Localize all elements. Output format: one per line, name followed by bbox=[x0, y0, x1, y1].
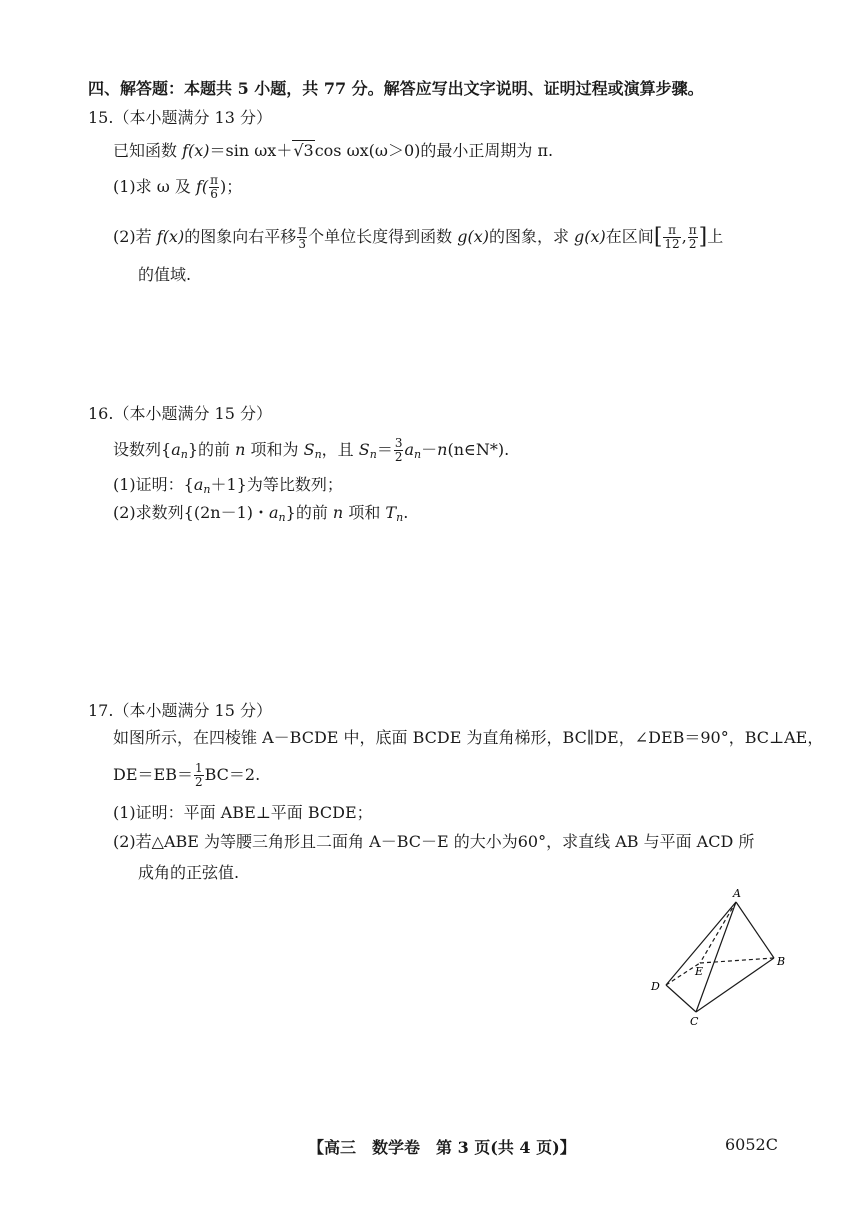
label-A: A bbox=[733, 887, 741, 900]
q17-part1: (1)证明：平面 ABE⊥平面 BCDE； bbox=[113, 803, 373, 822]
label-D: D bbox=[651, 980, 660, 993]
label-C: C bbox=[690, 1015, 699, 1028]
q15-part2: (2)若 f(x)的图象向右平移 $\frac{\pi}{3}$ 个单位长度得到函数 g(x)的图象，求 g(x)在区间[ $\frac{\pi}{12}$ , $\frac{\pi}{2}$ ]上 bbox=[113, 223, 724, 251]
q17-part2: (2)若△ABE 为等腰三角形且二面角 A－BC－E 的大小为60°，求直线 AB 与平面 ACD 所 bbox=[113, 832, 755, 851]
q15-stem: 已知函数 f(x)＝sin ωx＋√3cos ωx(ω＞0)的最小正周期为 π. bbox=[113, 141, 554, 160]
label-E: E bbox=[695, 965, 704, 978]
q17-header: 17.（本小题满分 15 分） bbox=[88, 701, 272, 720]
q17-condition: DE＝EB＝ $\frac{1}{2}$ BC＝2. bbox=[113, 761, 261, 789]
q15-part1: (1)求 ω 及 f( $\frac{\pi}{6}$ )； bbox=[113, 173, 243, 201]
exam-code: 6052C bbox=[725, 1135, 778, 1154]
q16-part2: (2)求数列{(2n－1)・$a_n$}的前 n 项和 $T_n$. bbox=[113, 503, 409, 524]
q17-stem: 如图所示，在四棱锥 A－BCDE 中，底面 BCDE 为直角梯形，BC∥DE，∠DEB＝90°，BC⊥AE， bbox=[113, 728, 824, 747]
page-footer: 【高三 数学卷 第 3 页(共 4 页)】 bbox=[308, 1138, 576, 1157]
section-title: 四、解答题：本题共 5 小题，共 77 分。解答应写出文字说明、证明过程或演算步骤。 bbox=[88, 79, 704, 98]
q15-part2-cont: 的值域. bbox=[138, 265, 192, 284]
q16-part1: (1)证明：$\{a_n+1\}$为等比数列； bbox=[113, 475, 343, 496]
label-B: B bbox=[777, 955, 786, 968]
q16-header: 16.（本小题满分 15 分） bbox=[88, 404, 272, 423]
q17-part2-cont: 成角的正弦值. bbox=[138, 863, 240, 882]
pyramid-figure bbox=[640, 880, 800, 1030]
q15-header: 15.（本小题满分 13 分） bbox=[88, 108, 272, 127]
q16-stem: 设数列$\{a_n\}$的前 n 项和为 $S_n$，且 $S_n=$ $\frac{3}{2}$ $a_n-n(n\in N*)$. bbox=[113, 436, 510, 464]
